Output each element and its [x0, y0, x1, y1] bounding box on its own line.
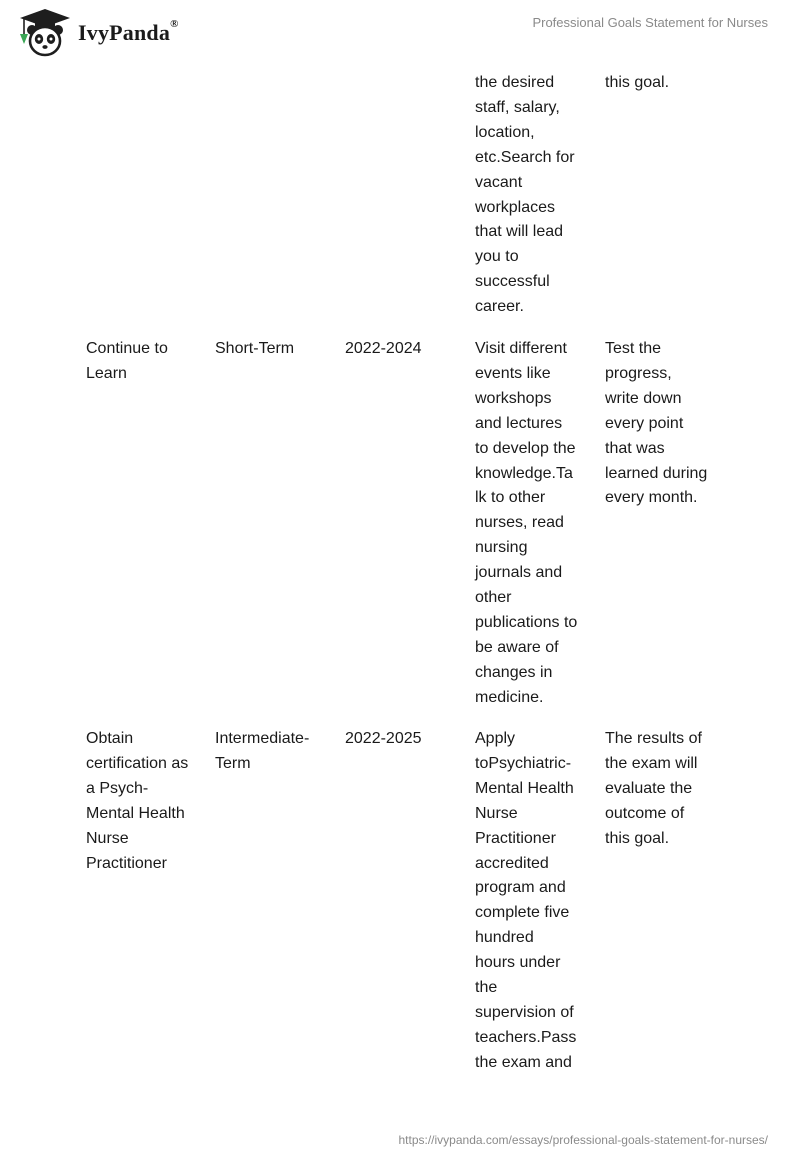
evaluation-cell: Test the progress, write down every point that was learned during every month. [605, 340, 708, 507]
page-header [0, 0, 800, 64]
years-cell: 2022-2024 [345, 340, 422, 357]
evaluation-cell: this goal. [605, 74, 670, 91]
evaluation-cell: The results of the exam will evaluate the outcome of this goal. [605, 730, 702, 847]
goal-cell: Obtain certification as a Psych- Mental Health Nurse Practitioner [86, 730, 189, 872]
brand-name: IvyPanda® [78, 18, 179, 45]
panda-graduate-icon [14, 8, 76, 58]
term-cell: Short-Term [215, 340, 295, 357]
ivypanda-logo[interactable] [14, 8, 194, 60]
document-title: Professional Goals Statement for Nurses [532, 15, 768, 30]
goal-cell: Continue to Learn [86, 340, 168, 382]
actions-cell: the desired staff, salary, location, etc.Search for vacant workplaces that will lead you to successful career. [475, 74, 575, 316]
actions-cell: Apply toPsychiatric- Mental Health Nurse Practitioner accredited program and complete five hundred hours under the supervision of teachers.Pass the exam and [475, 730, 577, 1071]
source-url-link[interactable]: https://ivypanda.com/essays/professional-goals-statement-for-nurses/ [398, 1133, 768, 1147]
years-cell: 2022-2025 [345, 730, 422, 747]
term-cell: Intermediate- Term [215, 730, 310, 772]
actions-cell: Visit different events like workshops and lectures to develop the knowledge.Ta lk to other nurses, read nursing journals and other publications to be aware of changes in medicine. [475, 340, 578, 706]
